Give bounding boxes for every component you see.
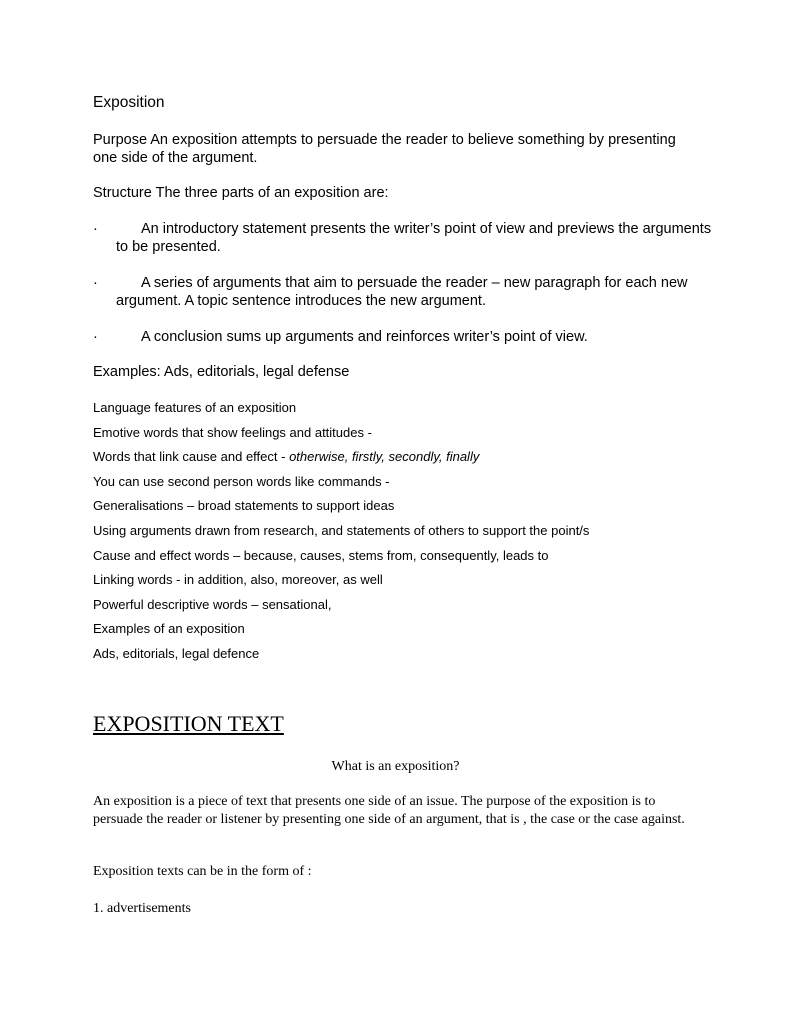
exposition-question bbox=[0, 759, 791, 775]
purpose-paragraph: Purpose An exposition attempts to persuade the reader to believe something by presenting one side of the argument. bbox=[93, 132, 676, 166]
bullet-item bbox=[93, 274, 713, 310]
feature-research: Using arguments drawn from research, and statements of others to support the point/s bbox=[93, 522, 590, 538]
bullet-dot: · bbox=[93, 221, 98, 237]
bullet-text: A series of arguments that aim to persuade the reader – new paragraph for each new argument. A topic sentence introduces the new argument. bbox=[116, 275, 688, 309]
feature-cause-link bbox=[93, 448, 589, 473]
form-item-1: 1. advertisements bbox=[93, 901, 191, 916]
feature-cause-effect: Cause and effect words – because, causes, stems from, consequently, leads to bbox=[93, 547, 549, 563]
examples-line: Examples: Ads, editorials, legal defense bbox=[93, 364, 350, 380]
examples-list: Ads, editorials, legal defence bbox=[93, 645, 260, 661]
feature-cause-link-label: Words that link cause and effect - bbox=[93, 449, 290, 465]
definition-paragraph: An exposition is a piece of text that presents one side of an issue. The purpose of the exposition is to persuade the reader or listener by presenting one side of an argument, that is , the case or the case against. bbox=[93, 794, 685, 827]
bullet-text: A conclusion sums up arguments and reinforces writer’s point of view. bbox=[141, 329, 588, 345]
examples-title: Examples of an exposition bbox=[93, 621, 245, 637]
feature-descriptive: Powerful descriptive words – sensational, bbox=[93, 596, 332, 612]
bullet-item bbox=[93, 220, 713, 256]
features-title: Language features of an exposition bbox=[93, 400, 297, 415]
bullet-text: An introductory statement presents the writer’s point of view and previews the arguments to be presented. bbox=[116, 221, 712, 255]
forms-intro: Exposition texts can be in the form of : bbox=[93, 864, 312, 879]
section-heading: Exposition bbox=[93, 94, 165, 111]
feature-linking: Linking words - in addition, also, moreover, as well bbox=[93, 572, 383, 588]
feature-generalisations: Generalisations – broad statements to support ideas bbox=[93, 498, 395, 514]
bullet-item bbox=[93, 328, 713, 346]
question-text: What is an exposition? bbox=[331, 759, 460, 774]
feature-second-person: You can use second person words like commands - bbox=[93, 473, 390, 489]
bullet-dot: · bbox=[93, 329, 98, 345]
bullet-dot: · bbox=[93, 275, 98, 291]
feature-emotive: Emotive words that show feelings and attitudes - bbox=[93, 424, 372, 440]
structure-paragraph: Structure The three parts of an exposition are: bbox=[93, 185, 389, 201]
exposition-text-title: EXPOSITION TEXT bbox=[93, 711, 284, 736]
feature-cause-link-examples: otherwise, firstly, secondly, finally bbox=[289, 449, 480, 465]
language-features-list bbox=[93, 399, 589, 670]
